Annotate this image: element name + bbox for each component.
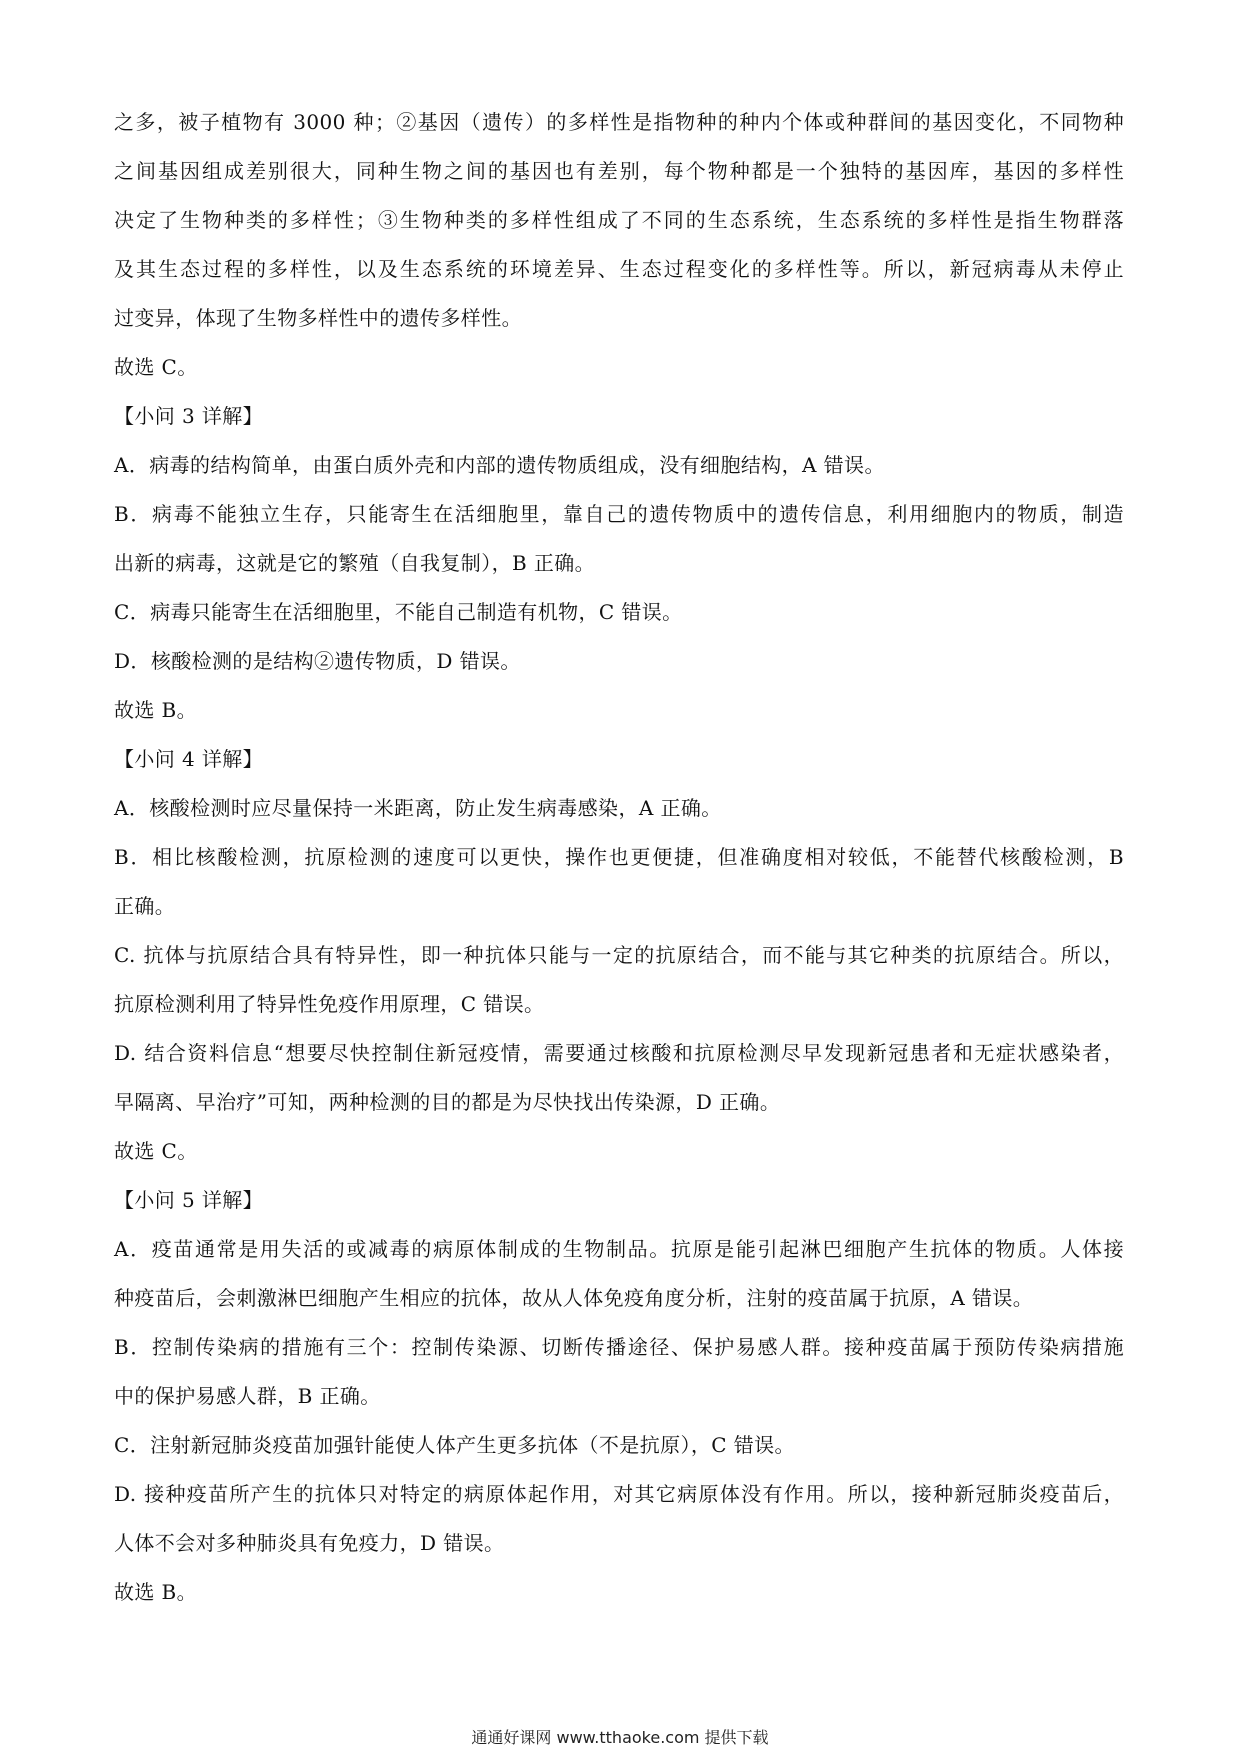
text-line: 决定了生物种类的多样性；③生物种类的多样性组成了不同的生态系统，生态系统的多样性是指生物群落 xyxy=(114,208,1124,232)
option-explanation-line: D. 结合资料信息“想要尽快控制住新冠疫情，需要通过核酸和抗原检测尽早发现新冠患者和无症状感染者， xyxy=(114,1041,1124,1065)
section-heading: 【小问 5 详解】 xyxy=(114,1188,264,1212)
text-line: 中的保护易感人群，B 正确。 xyxy=(114,1384,381,1408)
answer-explanation-body xyxy=(114,98,1124,1617)
text-line: 过变异，体现了生物多样性中的遗传多样性。 xyxy=(114,306,522,330)
option-explanation-line: C．病毒只能寄生在活细胞里，不能自己制造有机物，C 错误。 xyxy=(114,600,683,624)
option-explanation-line: C．注射新冠肺炎疫苗加强针能使人体产生更多抗体（不是抗原），C 错误。 xyxy=(114,1433,795,1457)
answer-choice-line: 故选 B。 xyxy=(114,698,198,722)
text-line: 种疫苗后，会刺激淋巴细胞产生相应的抗体，故从人体免疫角度分析，注射的疫苗属于抗原，A 错误。 xyxy=(114,1286,1034,1310)
text-line: 之间基因组成差别很大，同种生物之间的基因也有差别，每个物种都是一个独特的基因库，基因的多样性 xyxy=(114,159,1124,183)
text-line: 正确。 xyxy=(114,894,176,918)
answer-choice-line: 故选 C。 xyxy=(114,355,198,379)
answer-choice-line: 故选 B。 xyxy=(114,1580,198,1604)
option-explanation-line: B．相比核酸检测，抗原检测的速度可以更快，操作也更便捷，但准确度相对较低，不能替代核酸检测，B xyxy=(114,845,1124,869)
option-explanation-line: D. 接种疫苗所产生的抗体只对特定的病原体起作用，对其它病原体没有作用。所以，接种新冠肺炎疫苗后， xyxy=(114,1482,1124,1506)
option-explanation-line: C. 抗体与抗原结合具有特异性，即一种抗体只能与一定的抗原结合，而不能与其它种类的抗原结合。所以， xyxy=(114,943,1124,967)
option-explanation-line: B．控制传染病的措施有三个：控制传染源、切断传播途径、保护易感人群。接种疫苗属于预防传染病措施 xyxy=(114,1335,1124,1359)
page-footer: 通通好课网 www.tthaoke.com 提供下载 xyxy=(471,1728,769,1747)
option-explanation-line: D．核酸检测的是结构②遗传物质，D 错误。 xyxy=(114,649,521,673)
option-explanation-line: A．疫苗通常是用失活的或减毒的病原体制成的生物制品。抗原是能引起淋巴细胞产生抗体的物质。人体接 xyxy=(114,1237,1124,1261)
text-line: 早隔离、早治疗”可知，两种检测的目的都是为尽快找出传染源，D 正确。 xyxy=(114,1090,781,1114)
text-line: 及其生态过程的多样性，以及生态系统的环境差异、生态过程变化的多样性等。所以，新冠病毒从未停止 xyxy=(114,257,1124,281)
section-heading: 【小问 3 详解】 xyxy=(114,404,264,428)
answer-choice-line: 故选 C。 xyxy=(114,1139,198,1163)
option-explanation-line: A．病毒的结构简单，由蛋白质外壳和内部的遗传物质组成，没有细胞结构，A 错误。 xyxy=(114,453,885,477)
text-line: 抗原检测利用了特异性免疫作用原理，C 错误。 xyxy=(114,992,545,1016)
option-explanation-line: A．核酸检测时应尽量保持一米距离，防止发生病毒感染，A 正确。 xyxy=(114,796,722,820)
text-line: 人体不会对多种肺炎具有免疫力，D 错误。 xyxy=(114,1531,505,1555)
text-line: 之多，被子植物有 3000 种；②基因（遗传）的多样性是指物种的种内个体或种群间的基因变化，不同物种 xyxy=(114,110,1124,134)
option-explanation-line: B．病毒不能独立生存，只能寄生在活细胞里，靠自己的遗传物质中的遗传信息，利用细胞内的物质，制造 xyxy=(114,502,1124,526)
section-heading: 【小问 4 详解】 xyxy=(114,747,264,771)
text-line: 出新的病毒，这就是它的繁殖（自我复制），B 正确。 xyxy=(114,551,596,575)
